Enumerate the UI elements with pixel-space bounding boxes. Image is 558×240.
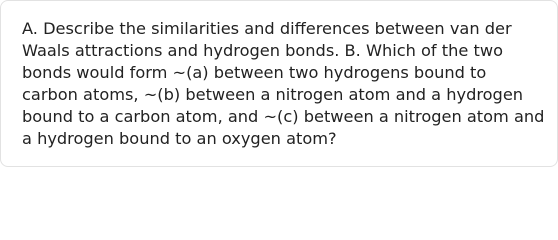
question-text: A. Describe the similarities and differences between van der Waals attractions and hydrogen bonds. B. Which of the two bonds would form ~(a) between two hydrogens bound to carbon atoms, ~(b) between a nitrogen atom and a hydrogen bound to a carbon atom, and ~(c) between a nitrogen atom and a hydrogen bound to an oxygen atom? [22,19,545,148]
